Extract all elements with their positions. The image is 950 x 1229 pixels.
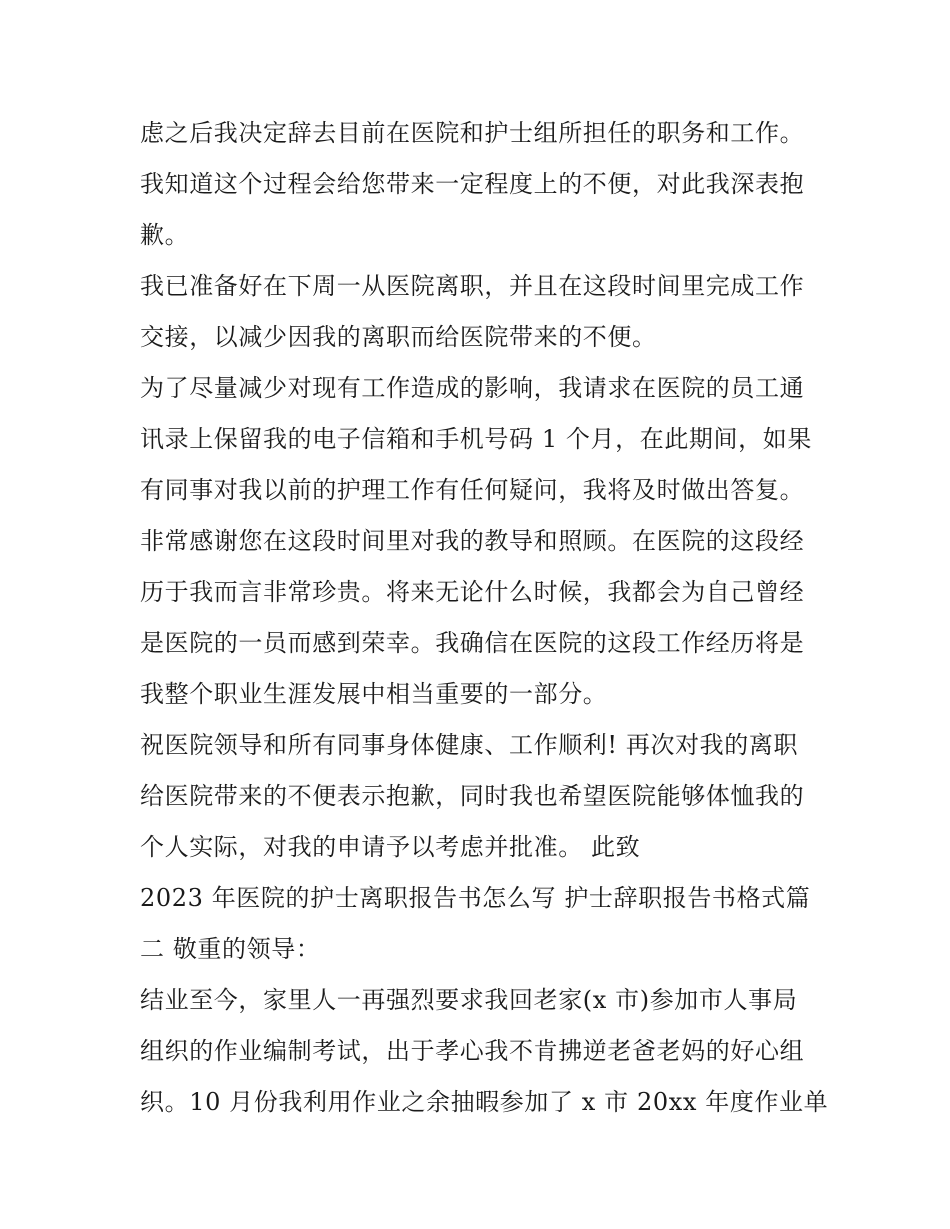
text-line: 交接，以减少因我的离职而给医院带来的不便。	[140, 323, 657, 351]
text-line: 祝医院领导和所有同事身体健康、工作顺利! 再次对我的离职	[140, 731, 799, 759]
text-line: 我整个职业生涯发展中相当重要的一部分。	[140, 680, 608, 708]
text-line: 非常感谢您在这段时间里对我的教导和照顾。在医院的这段经	[140, 527, 805, 555]
text-line: 歉。	[140, 221, 190, 249]
text-line: 是医院的一员而感到荣幸。我确信在医院的这段工作经历将是	[140, 629, 805, 657]
text-line: 结业至今，家里人一再强烈要求我回老家(x 市)参加市人事局	[140, 986, 798, 1014]
document-body	[140, 108, 830, 1128]
text-line: 个人实际，对我的申请予以考虑并批准。 此致	[140, 833, 641, 861]
text-line: 为了尽量减少对现有工作造成的影响，我请求在医院的员工通	[140, 374, 805, 402]
text-line: 我知道这个过程会给您带来一定程度上的不便，对此我深表抱	[140, 170, 805, 198]
text-line: 有同事对我以前的护理工作有任何疑问，我将及时做出答复。	[140, 476, 805, 504]
text-line: 讯录上保留我的电子信箱和手机号码 1 个月，在此期间，如果	[140, 425, 812, 453]
text-line: 给医院带来的不便表示抱歉，同时我也希望医院能够体恤我的	[140, 782, 805, 810]
text-line: 2023 年医院的护士离职报告书怎么写 护士辞职报告书格式篇	[140, 884, 811, 912]
text-line: 组织的作业编制考试，出于孝心我不肯拂逆老爸老妈的好心组	[140, 1037, 805, 1065]
text-line: 虑之后我决定辞去目前在医院和护士组所担任的职务和工作。	[140, 119, 805, 147]
text-line: 历于我而言非常珍贵。将来无论什么时候，我都会为自己曾经	[140, 578, 805, 606]
text-line: 织。10 月份我利用作业之余抽暇参加了 x 市 20xx 年度作业单	[140, 1088, 829, 1116]
text-line: 二 敬重的领导：	[140, 935, 321, 963]
text-line: 我已准备好在下周一从医院离职，并且在这段时间里完成工作	[140, 272, 805, 300]
